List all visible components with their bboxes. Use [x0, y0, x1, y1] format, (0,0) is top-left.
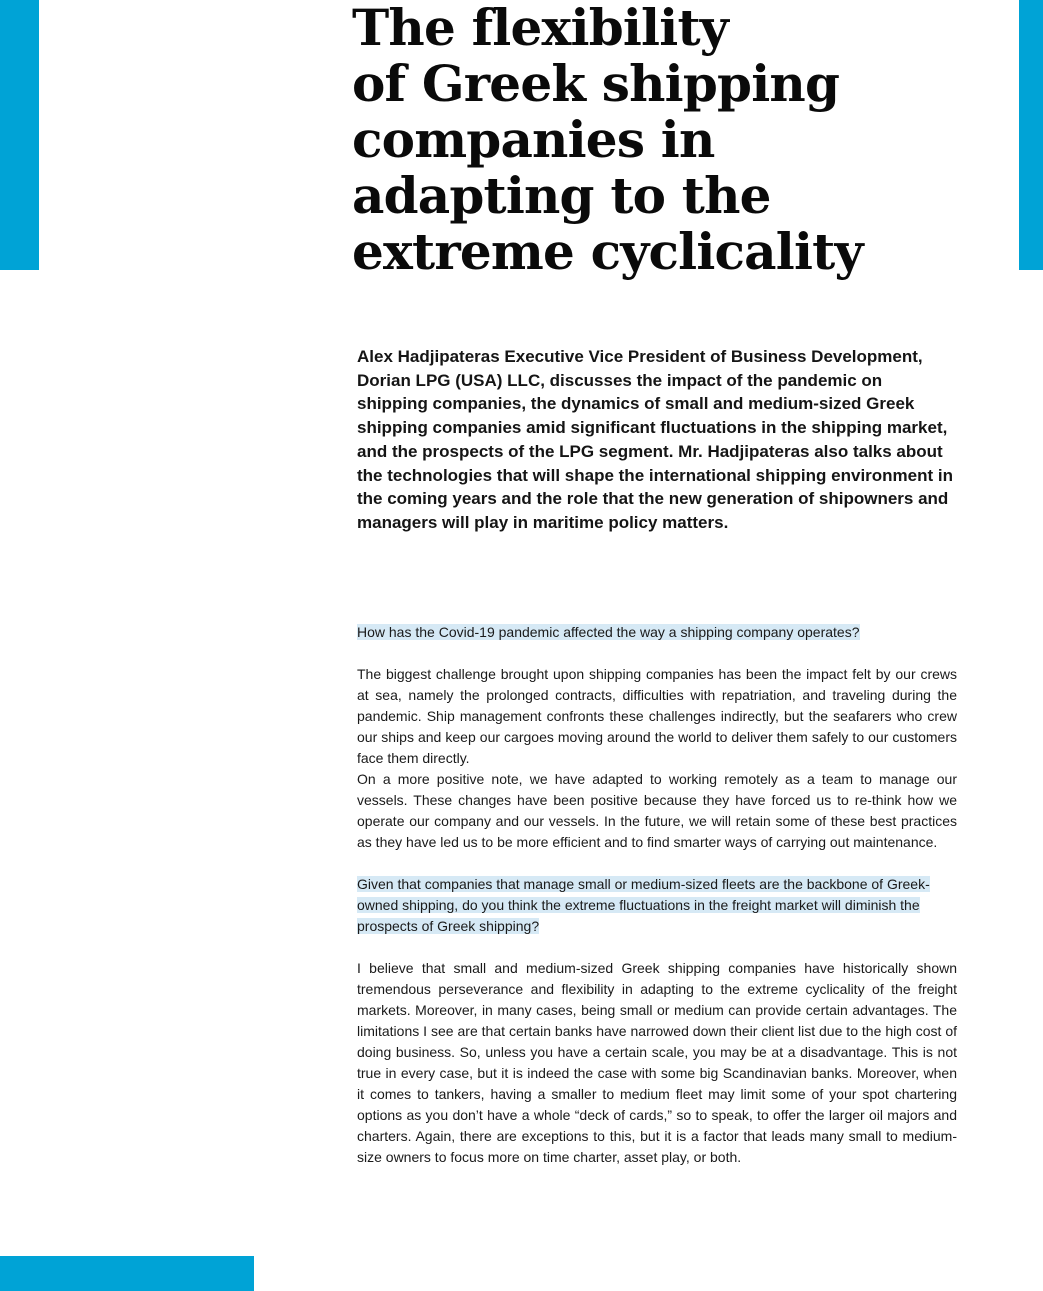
title-line: of Greek shipping	[352, 54, 840, 113]
question-covid	[357, 622, 957, 643]
answer-covid-paragraph-2	[357, 769, 957, 853]
answer-text: I believe that small and medium-sized Greek shipping companies have historically shown tremendous perseverance and flexibility in adapting to the extreme cyclicality of the freight markets. Moreover, in many cases, being small or medium can provide certain advantages. The limitations I see are that certain banks have narrowed down their client list due to the high cost of doing business. So, unless you have a certain scale, you may be at a disadvantage. This is not true in every case, but it is indeed the case with some big Scandinavian banks. Moreover, when it comes to tankers, having a smaller to medium fleet may limit some of your spot chartering options as you don’t have a whole “deck of cards,” so to speak, to offer the larger oil majors and charters. Again, there are exceptions to this, but it is a factor that leads many small to medium-size owners to focus more on time charter, asset play, or both.	[357, 960, 957, 1165]
article-title	[352, 0, 1012, 280]
question-block-fleets	[357, 874, 957, 937]
accent-bar-bottom-left	[0, 1256, 254, 1291]
answer-text: On a more positive note, we have adapted to working remotely as a team to manage our vessels. These changes have been positive because they have forced us to re-think how we operate our company and our vessels. In the future, we will retain some of these best practices as they have led us to be more efficient and to find smarter ways of carrying out maintenance.	[357, 771, 957, 850]
answer-covid-paragraph-1	[357, 664, 957, 769]
article-intro: Alex Hadjipateras Executive Vice President of Business Development, Dorian LPG (USA) LLC, discusses the impact of the pandemic on shipping companies, the dynamics of small and medium-sized Greek shipping companies amid significant fluctuations in the shipping market, and the prospects of the LPG segment. Mr. Hadjipateras also talks about the technologies that will shape the international shipping environment in the coming years and the role that the new generation of shipowners and managers will play in maritime policy matters.	[357, 347, 953, 532]
title-line: companies in	[352, 110, 715, 169]
accent-bar-top-left	[0, 0, 39, 270]
accent-bar-top-right	[1019, 0, 1043, 270]
question-fleets	[357, 874, 957, 937]
title-line: extreme cyclicality	[352, 222, 863, 281]
title-line: The flexibility	[352, 0, 728, 57]
question-block-covid	[357, 622, 957, 643]
title-line: adapting to the	[352, 166, 771, 225]
answer-text: The biggest challenge brought upon shipping companies has been the impact felt by our crews at sea, namely the prolonged contracts, difficulties with repatriation, and traveling during the pandemic. Ship management confronts these challenges indirectly, but the seafarers who crew our ships and keep our cargoes moving around the world to deliver them safely to our customers face them directly.	[357, 666, 957, 766]
question-fleets-text: Given that companies that manage small or medium-sized fleets are the backbone of Greek-owned shipping, do you think the extreme fluctuations in the freight market will diminish the prospects of Greek shipping?	[357, 876, 930, 934]
question-covid-text: How has the Covid-19 pandemic affected the way a shipping company operates?	[357, 624, 860, 640]
answer-fleets	[357, 958, 957, 1168]
